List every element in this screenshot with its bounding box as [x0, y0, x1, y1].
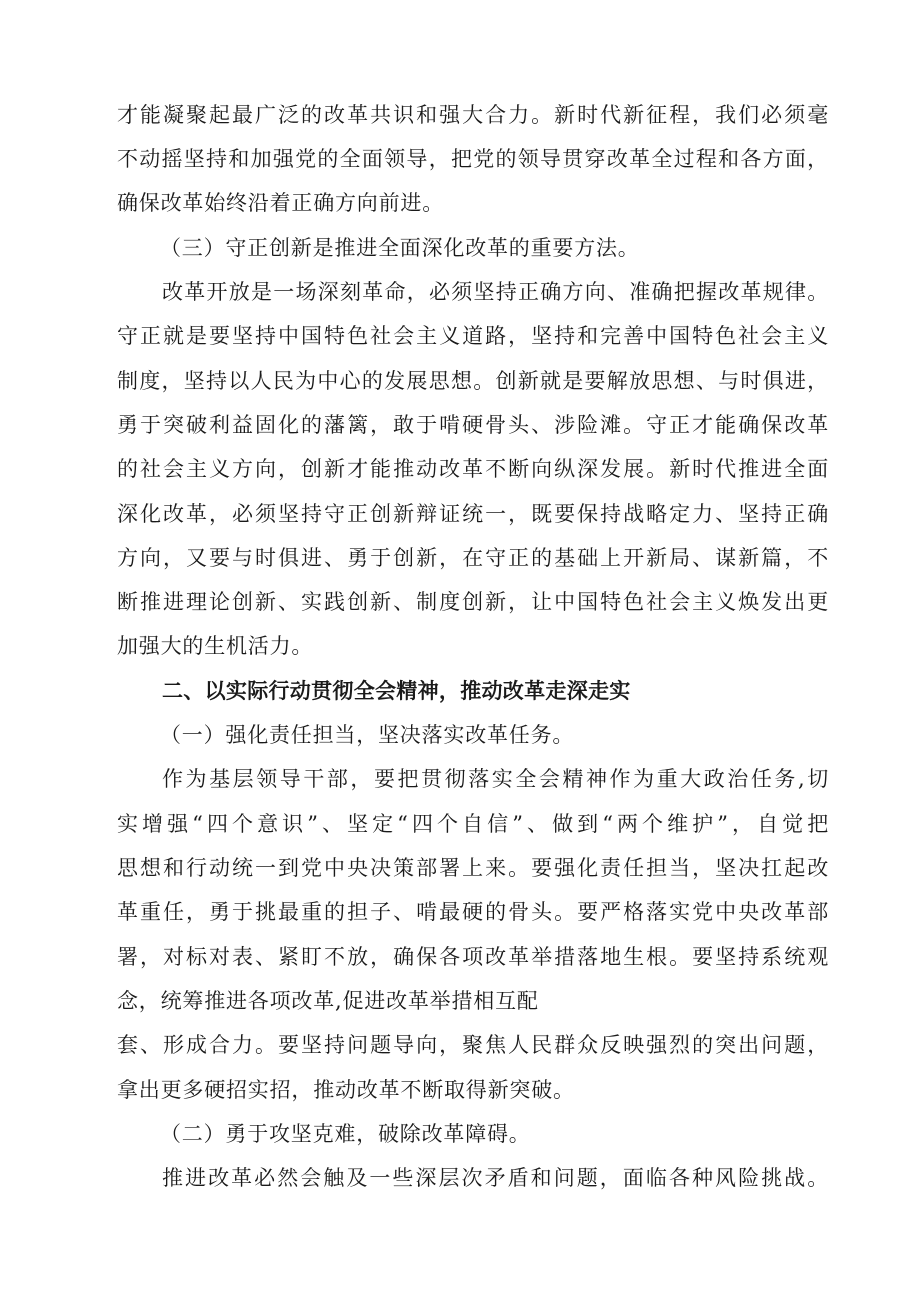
body-text-line: 实增强“四个意识”、坚定“四个自信”、做到“两个维护”，自觉把	[117, 812, 829, 836]
body-text-line: 的社会主义方向，创新才能推动改革不断向纵深发展。新时代推进全面	[117, 457, 829, 481]
body-text-line: 拿出更多硬招实招，推动改革不断取得新突破。	[117, 1078, 575, 1102]
body-text-line: 断推进理论创新、实践创新、制度创新，让中国特色社会主义焕发出更	[117, 590, 829, 614]
subheading: （一）强化责任担当，坚决落实改革任务。	[160, 723, 575, 747]
body-text-line: 推进改革必然会触及一些深层次矛盾和问题，面临各种风险挑战。	[162, 1166, 829, 1190]
subheading: （三）守正创新是推进全面深化改革的重要方法。	[160, 236, 640, 260]
body-text-line: 守正就是要坚持中国特色社会主义道路，坚持和完善中国特色社会主义	[117, 324, 829, 348]
body-text-line: 署，对标对表、紧盯不放，确保各项改革举措落地生根。要坚持系统观	[117, 945, 829, 969]
body-text-line: 作为基层领导干部，要把贯彻落实全会精神作为重大政治任务,切	[162, 767, 829, 791]
body-text-line: 制度，坚持以人民为中心的发展思想。创新就是要解放思想、与时俱进，	[117, 369, 829, 393]
body-text-line: 方向，又要与时俱进、勇于创新，在守正的基础上开新局、谋新篇，不	[117, 546, 829, 570]
body-text-line: 思想和行动统一到党中央决策部署上来。要强化责任担当，坚决扛起改	[117, 856, 829, 880]
body-text-line: 确保改革始终沿着正确方向前进。	[117, 191, 444, 215]
body-text-line: 念，统筹推进各项改革,促进改革举措相互配	[117, 989, 539, 1013]
body-text-line: 不动摇坚持和加强党的全面领导，把党的领导贯穿改革全过程和各方面，	[117, 147, 829, 171]
body-text-line: 加强大的生机活力。	[117, 634, 314, 658]
body-text-line: 改革开放是一场深刻革命，必须坚持正确方向、准确把握改革规律。	[162, 280, 829, 304]
body-text-line: 深化改革，必须坚持守正创新辩证统一，既要保持战略定力、坚持正确	[117, 502, 829, 526]
subheading: （二）勇于攻坚克难，破除改革障碍。	[160, 1122, 531, 1146]
body-text-line: 革重任，勇于挑最重的担子、啃最硬的骨头。要严格落实党中央改革部	[117, 900, 829, 924]
body-text-line: 才能凝聚起最广泛的改革共识和强大合力。新时代新征程，我们必须毫	[117, 103, 829, 127]
body-text-line: 勇于突破利益固化的藩篱，敢于啃硬骨头、涉险滩。守正才能确保改革	[117, 413, 829, 437]
section-heading: 二、以实际行动贯彻全会精神，推动改革走深走实	[162, 679, 631, 703]
body-text-line: 套、形成合力。要坚持问题导向，聚焦人民群众反映强烈的突出问题，	[117, 1033, 829, 1057]
